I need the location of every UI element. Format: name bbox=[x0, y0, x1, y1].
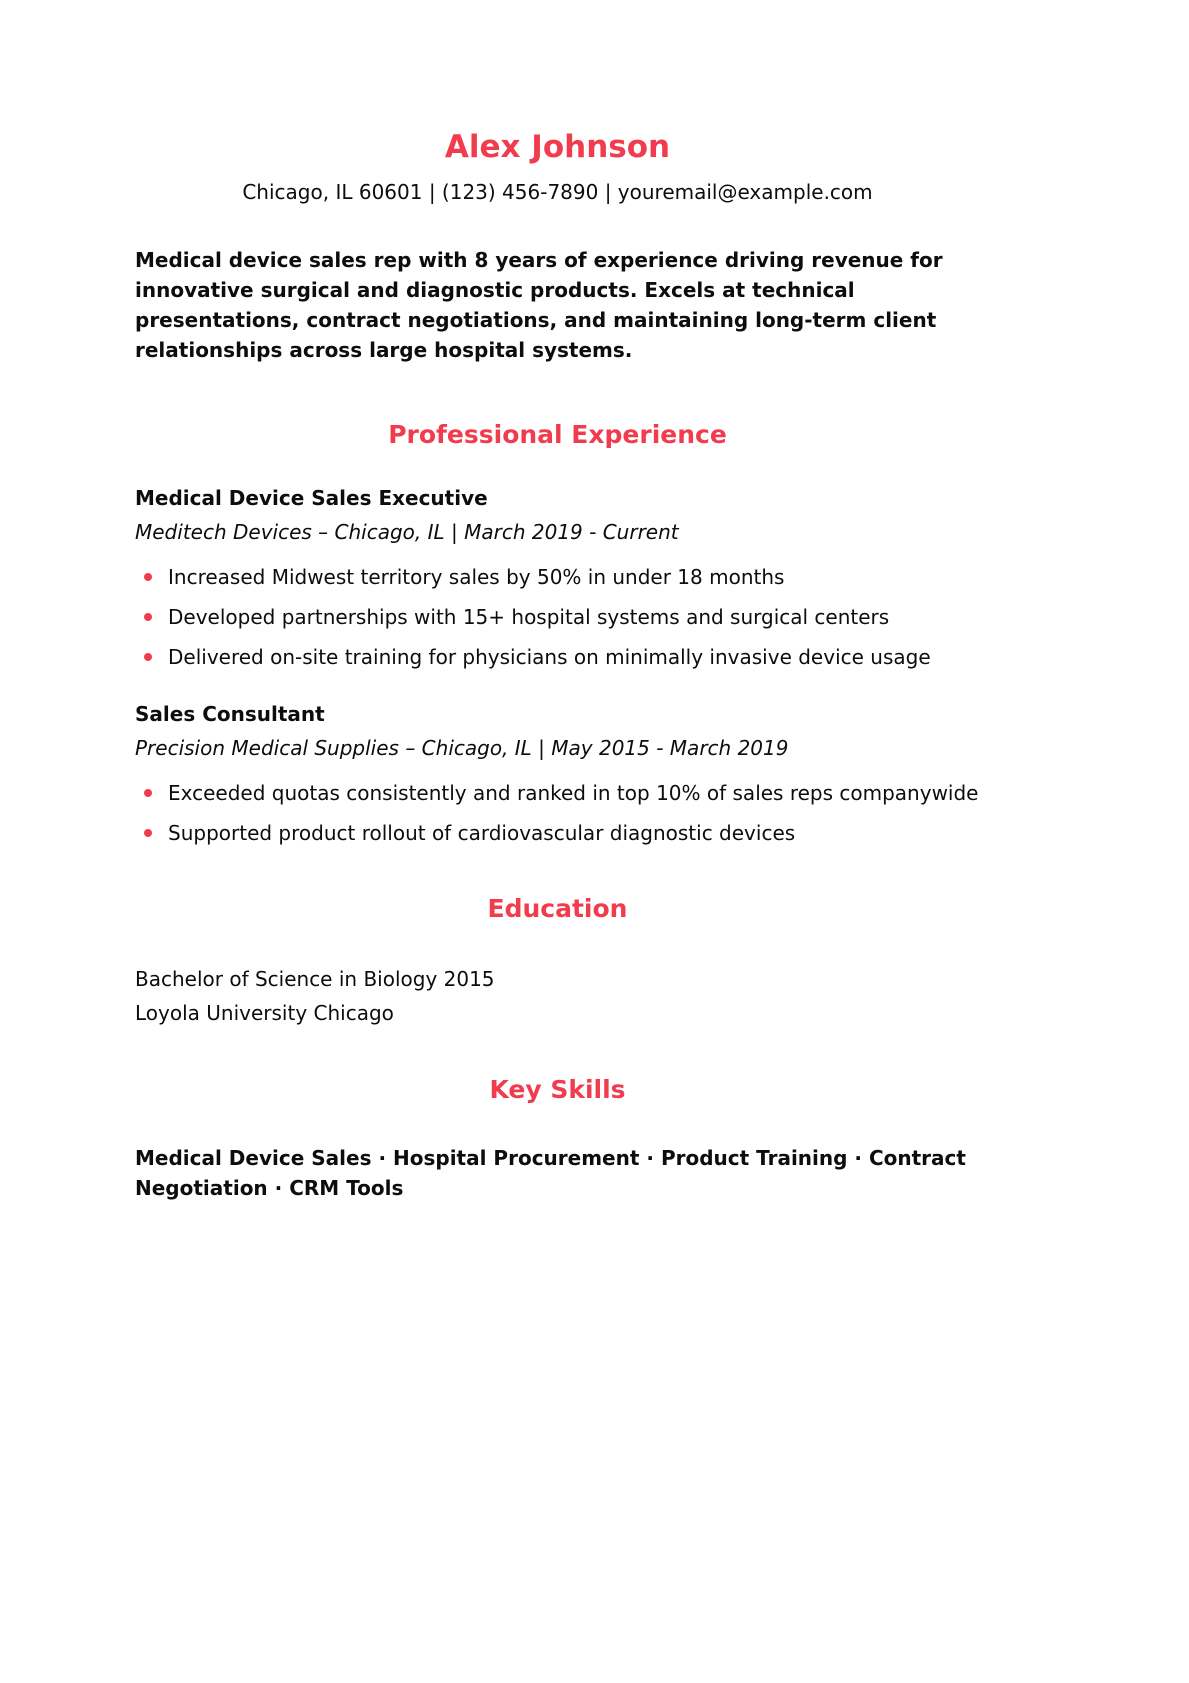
skills-list: Medical Device Sales · Hospital Procurement · Product Training · Contract Negotiation · CRM Tools bbox=[135, 1145, 966, 1200]
section-heading-education: Education bbox=[487, 893, 628, 923]
job-bullet: Delivered on-site training for physicians on minimally invasive device usage bbox=[135, 642, 980, 672]
job-entry bbox=[135, 702, 980, 848]
job-title: Sales Consultant bbox=[135, 701, 325, 726]
job-bullet: Supported product rollout of cardiovascular diagnostic devices bbox=[135, 818, 980, 848]
job-title: Medical Device Sales Executive bbox=[135, 485, 488, 510]
job-bullet-list bbox=[135, 562, 980, 672]
resume-content bbox=[135, 130, 980, 1203]
job-meta: Precision Medical Supplies – Chicago, IL | May 2015 - March 2019 bbox=[135, 735, 789, 760]
candidate-name: Alex Johnson bbox=[444, 129, 671, 165]
section-heading-experience: Professional Experience bbox=[388, 419, 727, 449]
job-meta: Meditech Devices – Chicago, IL | March 2019 - Current bbox=[135, 519, 679, 544]
job-bullet: Exceeded quotas consistently and ranked in top 10% of sales reps companywide bbox=[135, 778, 980, 808]
job-bullet: Increased Midwest territory sales by 50% in under 18 months bbox=[135, 562, 980, 592]
job-bullet-list bbox=[135, 778, 980, 848]
summary-paragraph: Medical device sales rep with 8 years of experience driving revenue for innovative surgical and diagnostic products. Excels at technical presentations, contract negotiations, and maintaining long-term client relationships across large hospital systems. bbox=[135, 247, 943, 362]
contact-line: Chicago, IL 60601 | (123) 456-7890 | youremail@example.com bbox=[242, 179, 873, 204]
education-school: Loyola University Chicago bbox=[135, 1000, 394, 1025]
job-entry bbox=[135, 486, 980, 672]
section-heading-skills: Key Skills bbox=[489, 1074, 626, 1104]
education-degree: Bachelor of Science in Biology 2015 bbox=[135, 966, 495, 991]
education-block bbox=[135, 962, 980, 1030]
job-bullet: Developed partnerships with 15+ hospital systems and surgical centers bbox=[135, 602, 980, 632]
